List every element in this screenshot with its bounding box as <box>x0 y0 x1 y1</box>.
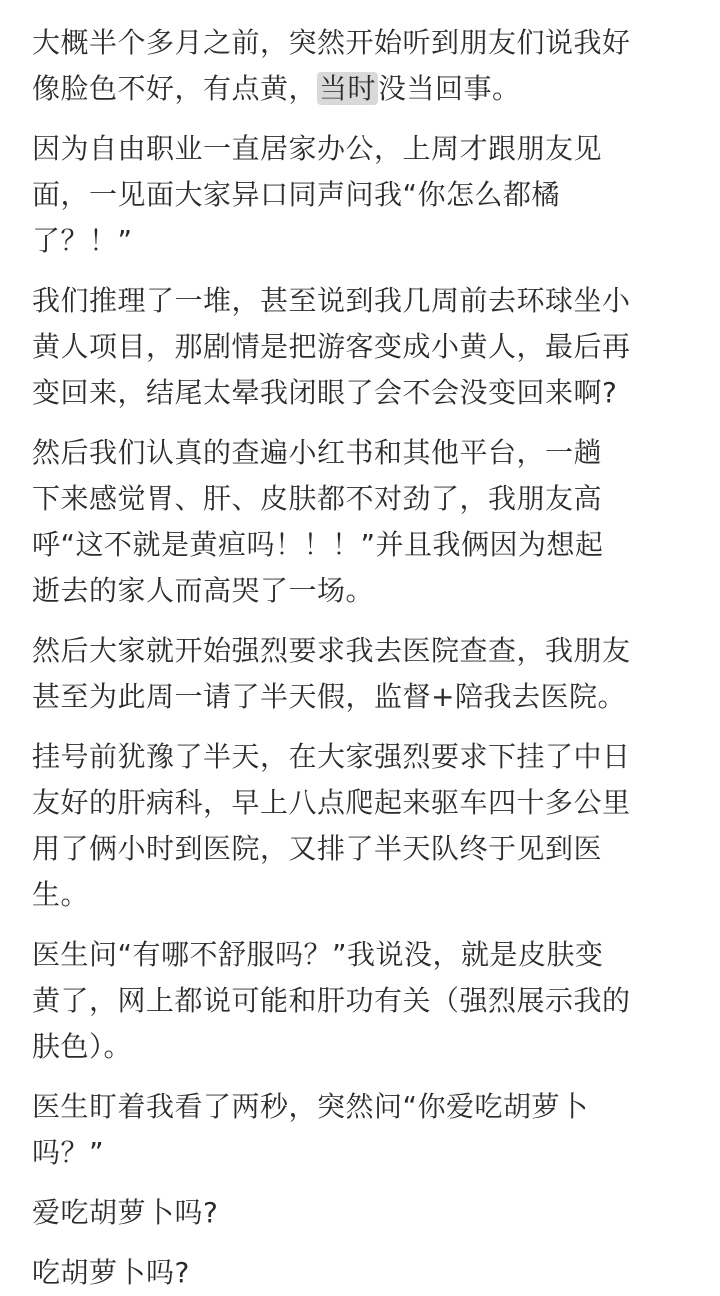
paragraph-6: 挂号前犹豫了半天，在大家强烈要求下挂了中日 友好的肝病科，早上八点爬起来驱车四十多公里 用了俩小时到医院，又排了半天队终于见到医 生。 <box>32 740 631 911</box>
paragraph-9: 爱吃胡萝卜吗? <box>32 1196 219 1229</box>
paragraph-7: 医生问“有哪不舒服吗？”我说没，就是皮肤变 黄了，网上都说可能和肝功有关（强烈展示我的 肤色）。 <box>32 938 631 1063</box>
paragraph-1-text-end: 没当回事。 <box>378 72 521 105</box>
highlighted-selection[interactable]: 当时 <box>319 72 377 105</box>
article-body <box>32 0 692 1296</box>
paragraph-10: 吃胡萝卜吗? <box>32 1256 190 1289</box>
paragraph-8: 医生盯着我看了两秒，突然问“你爱吃胡萝卜 吗？” <box>32 1090 589 1169</box>
paragraph-5: 然后大家就开始强烈要求我去医院查查，我朋友 甚至为此周一请了半天假，监督+陪我去医院。 <box>32 634 631 713</box>
paragraph-4: 然后我们认真的查遍小红书和其他平台，一趟 下来感觉胃、肝、皮肤都不对劲了，我朋友高 呼“这不就是黄疸吗！！！”并且我俩因为想起 逝去的家人而高哭了一场。 <box>32 436 604 607</box>
paragraph-2: 因为自由职业一直居家办公，上周才跟朋友见 面，一见面大家异口同声问我“你怎么都橘 了？！” <box>32 132 603 257</box>
paragraph-1 <box>32 20 692 112</box>
paragraph-3: 我们推理了一堆，甚至说到我几周前去环球坐小 黄人项目，那剧情是把游客变成小黄人，最后再 变回来，结尾太晕我闭眼了会不会没变回来啊? <box>32 284 631 409</box>
paragraph-1-text-start: 大概半个多月之前，突然开始听到朋友们说我好 像脸色不好，有点黄， <box>32 26 631 105</box>
